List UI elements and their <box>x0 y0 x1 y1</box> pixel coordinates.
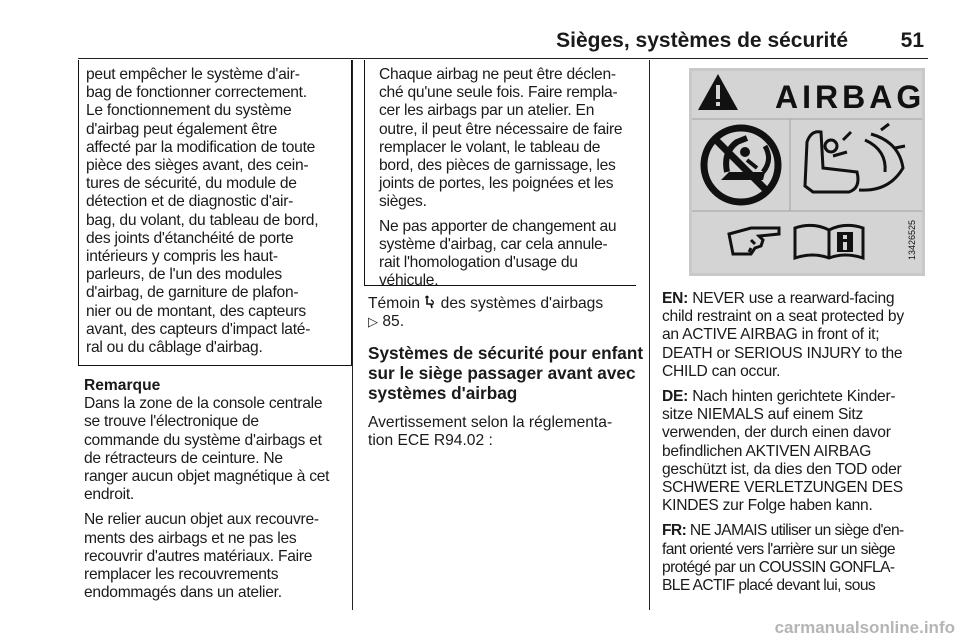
warning-text-p2: Ne pas apporter de changement au système d'airbag, car cela annule- rait l'homologation d'usage du véhicule. <box>379 217 617 290</box>
lang-label-de: DE: <box>662 388 689 406</box>
airbag-lamp-reference <box>368 295 644 331</box>
label-part-code: 13426525 <box>907 219 917 260</box>
airbag-cover-paragraph: Ne relier aucun objet aux recouvre- ments des airbags et ne pas les recouvrir d'autres matériaux. Faire remplacer les recouvrements endommagés dans un atelier. <box>84 511 319 602</box>
warning-en-text: NEVER use a rearward-facing child restraint on a seat protected by an ACTIVE AIRBAG in front of it; DEATH or SERIOUS INJURY to the CHILD can occur. <box>662 290 904 380</box>
warning-en <box>662 290 932 381</box>
warning-de <box>662 388 932 515</box>
airbag-warning-lamp-icon <box>424 295 436 309</box>
page-number: 51 <box>900 29 924 52</box>
multilingual-warnings <box>662 290 932 595</box>
column-divider-right <box>649 60 650 610</box>
note-block <box>84 377 346 602</box>
airbag-warning-label <box>689 68 925 276</box>
page-title: Sièges, systèmes de sécurité <box>556 29 848 52</box>
warning-box-left <box>78 60 352 366</box>
page-reference-arrow-icon: ▷ <box>368 314 378 330</box>
lang-label-fr: FR: <box>662 522 687 540</box>
lang-label-en: EN: <box>662 290 689 307</box>
warning-text: peut empêcher le système d'air- bag de fonctionner correctement. Le fonctionnement du système d'airbag peut également être affecté par la modification de toute pièce des sièges avant, des cein- tures de sécurité, du module de détection et de diagnostic d'air- bag, du volant, du tableau de bord, des joints d'étanchéité de porte intérieurs y compris les haut- parleurs, de l'un des modules d'airbag, de garniture de plafon- nier ou de montant, des capteurs avant, des capteurs d'impact laté- ral ou du câblage d'airbag. <box>86 66 319 357</box>
child-restraint-section <box>368 343 644 450</box>
temoin-label: Témoin <box>368 295 425 312</box>
warning-fr <box>662 522 932 595</box>
temoin-text: des systèmes d'airbags <box>436 295 604 312</box>
header-rule <box>78 58 928 59</box>
section-heading: Systèmes de sécurité pour enfant sur le siège passager avant avec systèmes d'airbag <box>368 343 644 403</box>
page-header <box>0 0 960 60</box>
warning-fr-text: NE JAMAIS utiliser un siège d'en- fant orienté vers l'arrière sur un siège protégé par un COUSSIN GONFLA- BLE ACTIF placé devant lui, sous <box>662 522 904 595</box>
section-intro: Avertissement selon la réglementa- tion ECE R94.02 : <box>368 414 613 450</box>
warning-de-text: Nach hinten gerichtete Kinder- sitze NIEMALS auf einem Sitz verwenden, der durch einen davor befindlichen AKTIVEN AIRBAG geschützt ist, da dies den TOD oder SCHWERE VERLETZUNGEN DES KINDES zur Folge haben kann. <box>662 388 903 515</box>
note-title: Remarque <box>84 377 161 394</box>
note-text: Dans la zone de la console centrale se trouve l'électronique de commande du système d'airbags et de rétracteurs de ceinture. Ne ranger aucun objet magnétique à cet endroit. <box>84 395 330 504</box>
site-watermark: carmanualsonline.info <box>774 618 955 637</box>
warning-box-middle <box>364 60 636 290</box>
warning-text-p1: Chaque airbag ne peut être déclen- ché qu'une seule fois. Faire rempla- cer les airbags par un atelier. En outre, il peut être nécessaire de faire remplacer le volant, le tableau de bord, des pièces de garnissage, les joints de portes, les poignées et les sièges. <box>379 66 623 211</box>
airbag-label-text: AIRBAG <box>775 79 925 115</box>
page-reference-link[interactable]: 85. <box>382 313 405 331</box>
column-divider-left <box>352 60 353 610</box>
